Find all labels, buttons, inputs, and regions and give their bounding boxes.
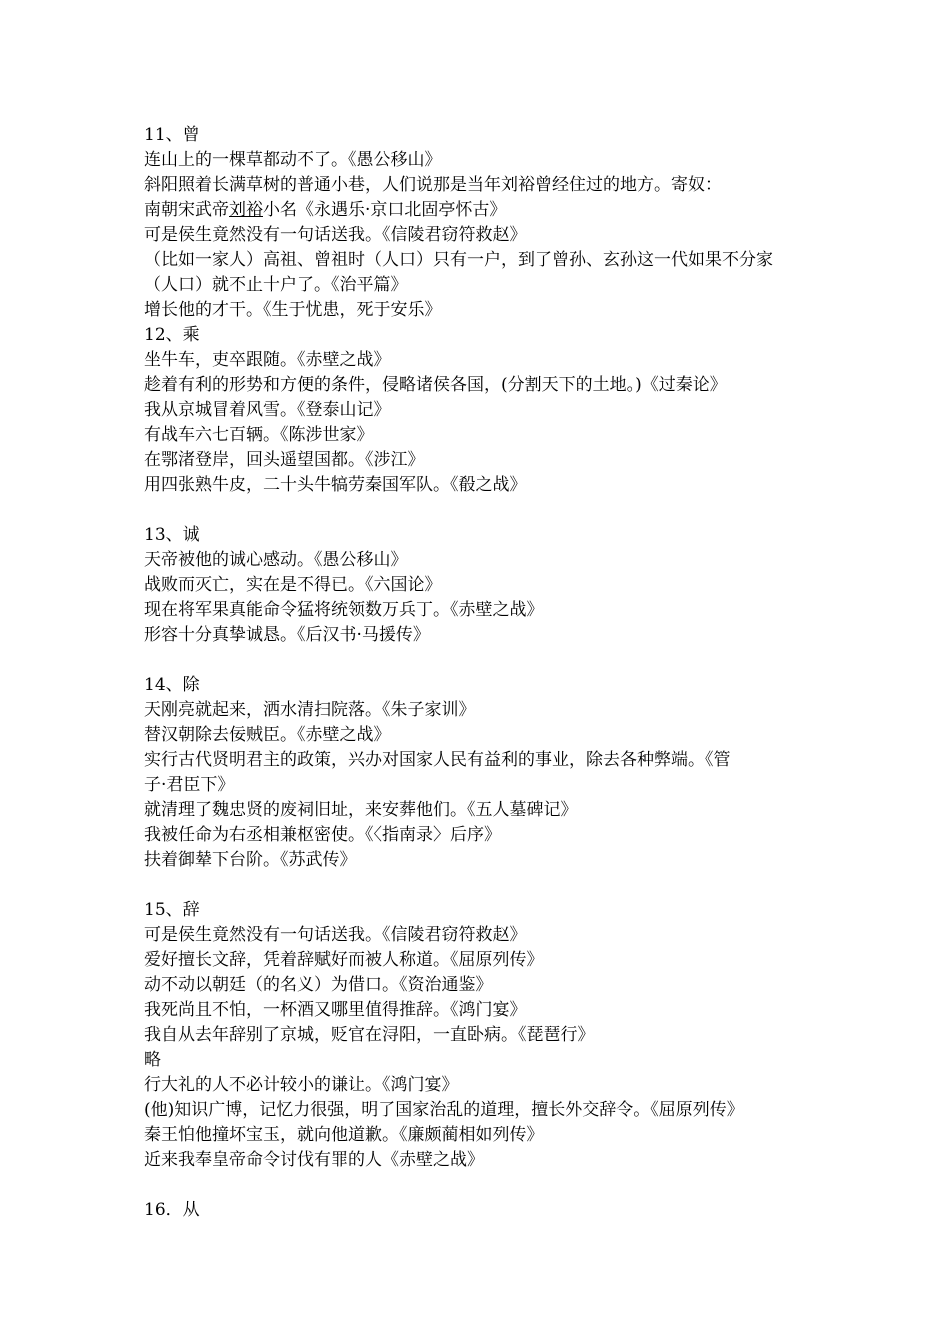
text-line: 可是侯生竟然没有一句话送我。《信陵君窃符救赵》 — [144, 925, 527, 945]
section-heading: 16．从 — [144, 1200, 200, 1220]
text-line: 就清理了魏忠贤的废祠旧址，来安葬他们。《五人墓碑记》 — [144, 800, 578, 820]
blank-line — [144, 1173, 824, 1198]
text-line: 替汉朝除去佞贼臣。《赤壁之战》 — [144, 725, 391, 745]
text-fragment: 南朝宋武帝 — [144, 200, 229, 220]
blank-line — [144, 873, 824, 898]
text-line: 近来我奉皇帝命令讨伐有罪的人《赤壁之战》 — [144, 1150, 484, 1170]
text-line: 秦王怕他撞坏宝玉，就向他道歉。《廉颇蔺相如列传》 — [144, 1125, 544, 1145]
text-line: （人口）就不止十户了。《治平篇》 — [144, 275, 408, 295]
section-heading: 14、除 — [144, 675, 200, 695]
text-line — [144, 198, 824, 223]
text-line: 我被任命为右丞相兼枢密使。《〈指南录〉后序》 — [144, 825, 501, 845]
section-heading: 11、曾 — [144, 125, 200, 145]
blank-line — [144, 648, 824, 673]
text-line: 趁着有利的形势和方便的条件，侵略诸侯各国，(分割天下的土地。)《过秦论》 — [144, 375, 727, 395]
text-fragment: 小名《永遇乐·京口北固亭怀古》 — [263, 200, 507, 220]
text-line: 战败而灭亡，实在是不得已。《六国论》 — [144, 575, 442, 595]
blank-line — [144, 498, 824, 523]
underlined-name: 刘裕 — [229, 200, 263, 220]
text-line: 我从京城冒着风雪。《登泰山记》 — [144, 400, 391, 420]
text-line: 天帝被他的诚心感动。《愚公移山》 — [144, 550, 408, 570]
text-line: 斜阳照着长满草树的普通小巷，人们说那是当年刘裕曾经住过的地方。寄奴： — [144, 175, 722, 195]
section-heading: 12、乘 — [144, 325, 200, 345]
text-line: 扶着御辇下台阶。《苏武传》 — [144, 850, 357, 870]
document-page — [144, 123, 824, 1223]
text-line: 爱好擅长文辞，凭着辞赋好而被人称道。《屈原列传》 — [144, 950, 544, 970]
text-line: 略 — [144, 1050, 161, 1070]
text-line: 实行古代贤明君主的政策，兴办对国家人民有益利的事业，除去各种弊端。《管 — [144, 750, 731, 770]
text-line: 子·君臣下》 — [144, 775, 235, 795]
text-line: （比如一家人）高祖、曾祖时（人口）只有一户，到了曾孙、玄孙这一代如果不分家 — [144, 250, 773, 270]
section-heading: 13、诚 — [144, 525, 200, 545]
text-line: (他)知识广博，记忆力很强，明了国家治乱的道理，擅长外交辞令。《屈原列传》 — [144, 1100, 744, 1120]
text-line: 行大礼的人不必计较小的谦让。《鸿门宴》 — [144, 1075, 459, 1095]
text-line: 坐牛车，吏卒跟随。《赤壁之战》 — [144, 350, 391, 370]
text-line: 增长他的才干。《生于忧患，死于安乐》 — [144, 300, 442, 320]
text-line: 动不动以朝廷（的名义）为借口。《资治通鉴》 — [144, 975, 493, 995]
text-line: 我自从去年辞别了京城，贬官在浔阳，一直卧病。《琵琶行》 — [144, 1025, 595, 1045]
section-heading: 15、辞 — [144, 900, 200, 920]
text-line: 连山上的一棵草都动不了。《愚公移山》 — [144, 150, 442, 170]
text-line: 可是侯生竟然没有一句话送我。《信陵君窃符救赵》 — [144, 225, 527, 245]
text-line: 在鄂渚登岸，回头遥望国都。《涉江》 — [144, 450, 425, 470]
text-line: 用四张熟牛皮，二十头牛犒劳秦国军队。《殽之战》 — [144, 475, 527, 495]
text-line: 天刚亮就起来，洒水清扫院落。《朱子家训》 — [144, 700, 476, 720]
text-line: 有战车六七百辆。《陈涉世家》 — [144, 425, 374, 445]
text-line: 现在将军果真能命令猛将统领数万兵丁。《赤壁之战》 — [144, 600, 544, 620]
text-line: 形容十分真挚诚恳。《后汉书·马援传》 — [144, 625, 430, 645]
text-line: 我死尚且不怕，一杯酒又哪里值得推辞。《鸿门宴》 — [144, 1000, 527, 1020]
